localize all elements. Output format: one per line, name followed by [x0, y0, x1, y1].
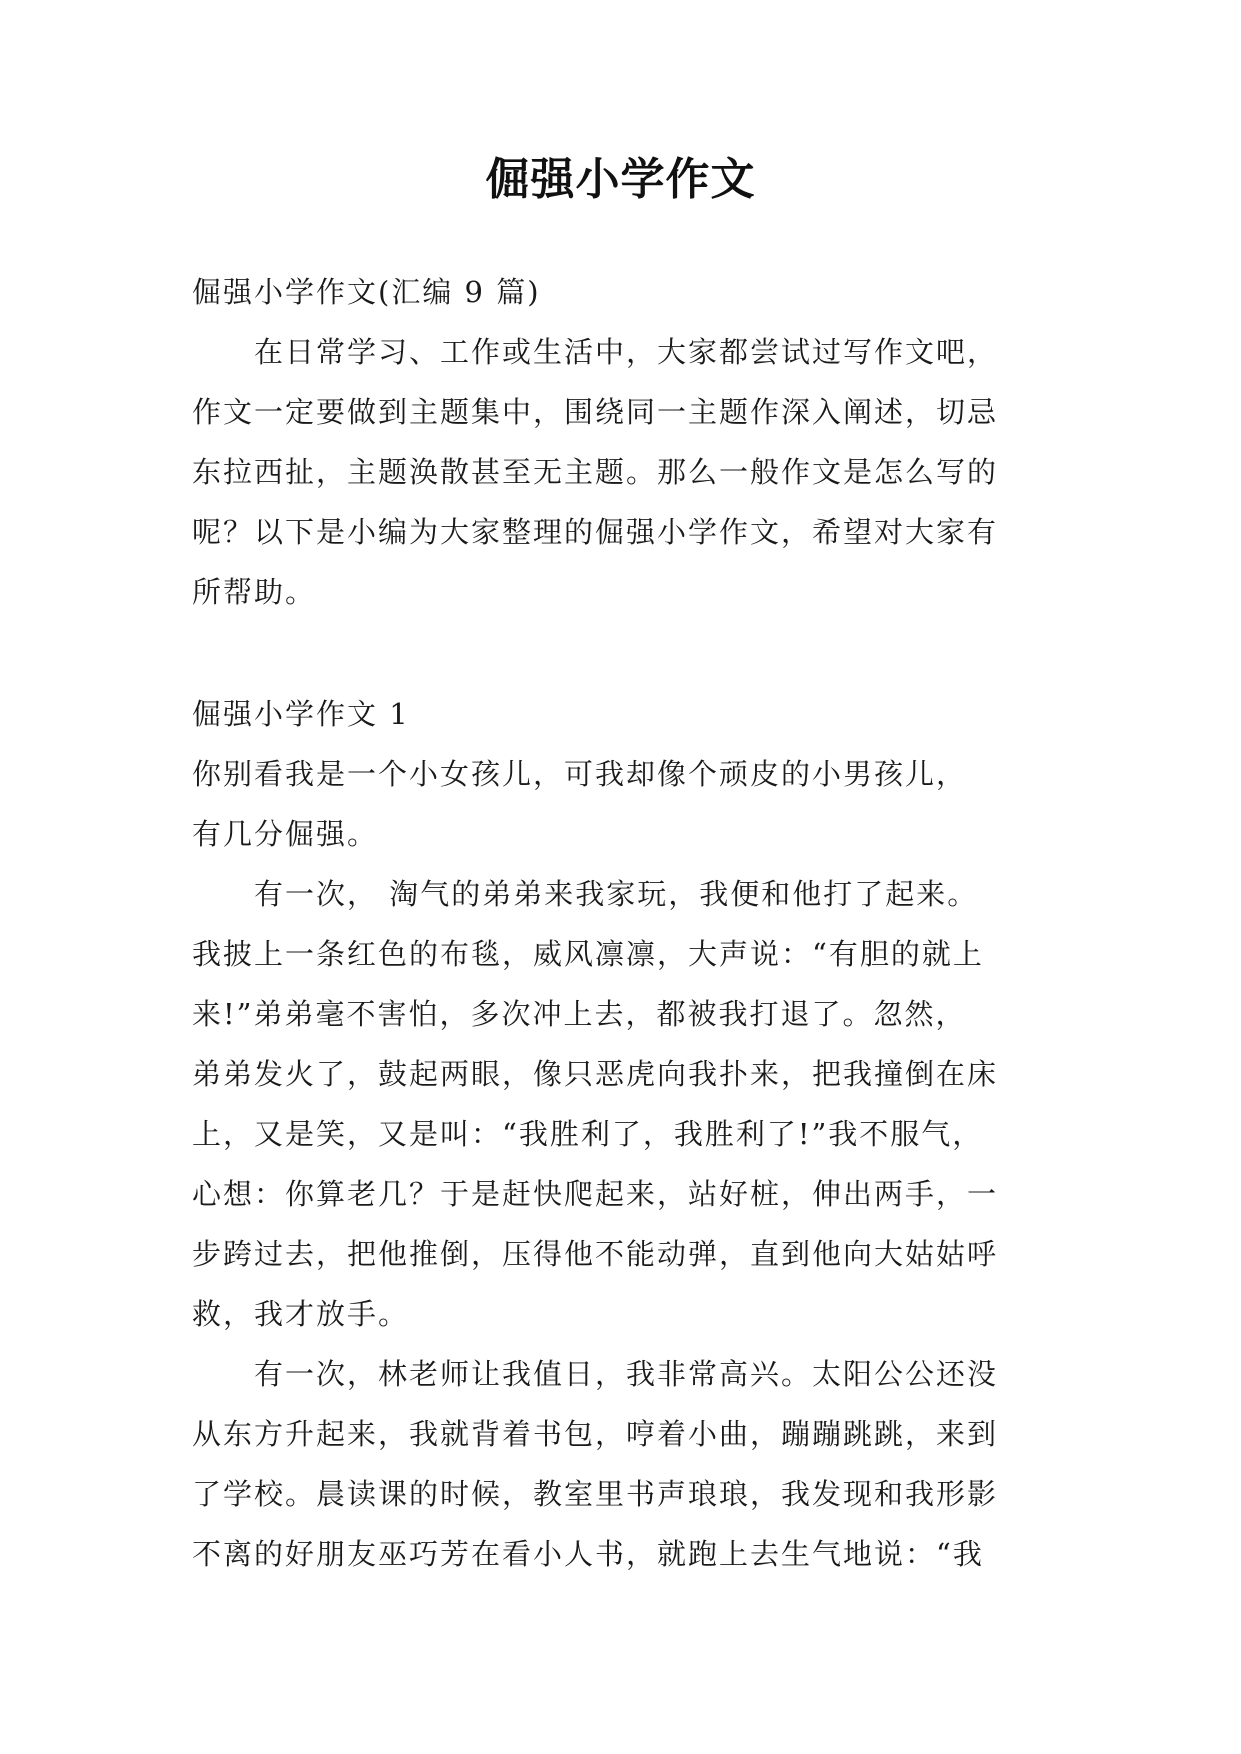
section-heading: 倔强小学作文 1 [192, 697, 410, 731]
essay-line: 有一次， 淘气的弟弟来我家玩，我便和他打了起来。 [192, 877, 979, 911]
intro-paragraph [192, 322, 1072, 622]
essay-line: 有几分倔强。 [192, 817, 379, 851]
document-subtitle: 倔强小学作文(汇编 9 篇) [192, 275, 541, 309]
essay-line: 上，又是笑，又是叫：“我胜利了，我胜利了!”我不服气， [192, 1117, 984, 1151]
section-spacer [192, 622, 1072, 684]
essay-text [192, 744, 1072, 1584]
document-body [192, 262, 1072, 1584]
essay-line: 心想：你算老几？于是赶快爬起来，站好桩，伸出两手，一 [192, 1177, 999, 1211]
essay-line: 了学校。晨读课的时候，教室里书声琅琅，我发现和我形影 [192, 1477, 999, 1511]
essay-line: 弟弟发火了，鼓起两眼，像只恶虎向我扑来，把我撞倒在床 [192, 1057, 999, 1091]
essay-line: 救，我才放手。 [192, 1297, 410, 1331]
intro-line: 所帮助。 [192, 575, 317, 609]
intro-line: 呢？以下是小编为大家整理的倔强小学作文，希望对大家有 [192, 515, 999, 549]
essay-line: 步跨过去，把他推倒，压得他不能动弹，直到他向大姑姑呼 [192, 1237, 999, 1271]
essay-line: 来!”弟弟毫不害怕，多次冲上去，都被我打退了。忽然， [192, 997, 967, 1031]
essay-line: 不离的好朋友巫巧芳在看小人书，就跑上去生气地说：“我 [192, 1537, 984, 1571]
essay-line: 有一次，林老师让我值日，我非常高兴。太阳公公还没 [192, 1357, 999, 1391]
essay-line: 从东方升起来，我就背着书包，哼着小曲，蹦蹦跳跳，来到 [192, 1417, 999, 1451]
intro-line: 在日常学习、工作或生活中，大家都尝试过写作文吧， [192, 335, 999, 369]
essay-line: 我披上一条红色的布毯，威风凛凛，大声说：“有胆的就上 [192, 937, 984, 971]
essay-line: 你别看我是一个小女孩儿，可我却像个顽皮的小男孩儿， [192, 757, 968, 791]
intro-line: 东拉西扯，主题涣散甚至无主题。那么一般作文是怎么写的 [192, 455, 999, 489]
intro-line: 作文一定要做到主题集中，围绕同一主题作深入阐述，切忌 [192, 395, 999, 429]
document-title: 倔强小学作文 [485, 154, 756, 205]
